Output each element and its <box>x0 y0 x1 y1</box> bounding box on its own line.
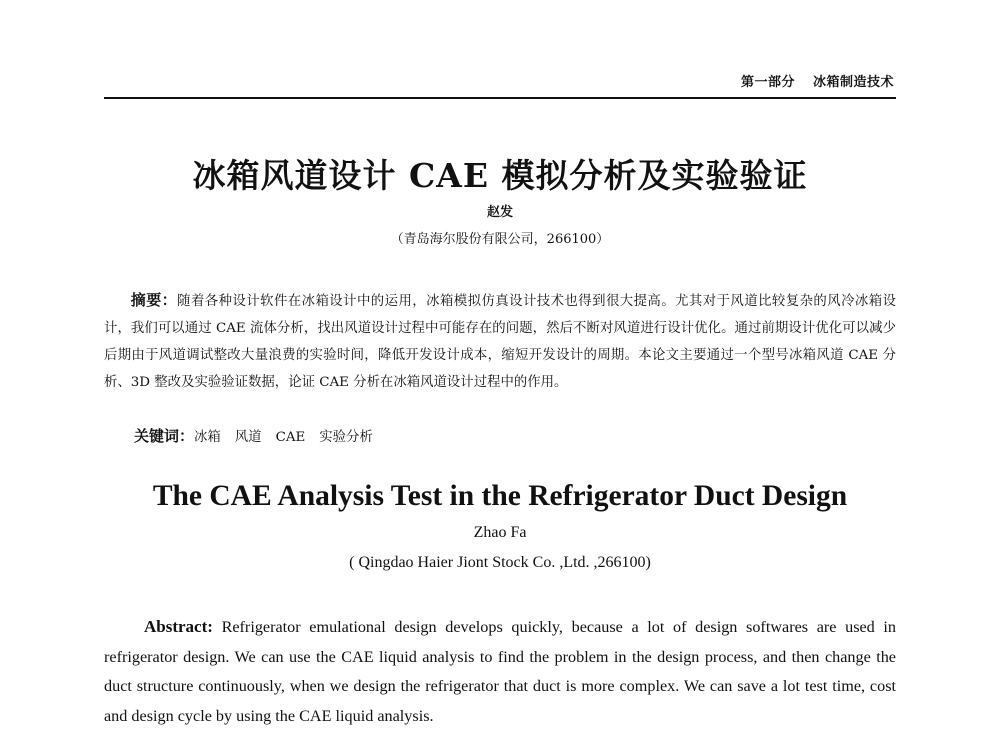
chinese-keywords-label: 关键词： <box>134 427 195 445</box>
keyword: 冰箱 <box>194 430 221 445</box>
keyword: CAE <box>275 430 306 445</box>
english-affiliation: ( Qingdao Haier Jiont Stock Co. ,Ltd. ,266100) <box>349 554 651 571</box>
english-title: The CAE Analysis Test in the Refrigerator Duct Design <box>152 480 848 512</box>
chinese-title: 冰箱风道设计 CAE 模拟分析及实验验证 <box>192 156 808 195</box>
chinese-abstract-label: 摘要： <box>130 291 178 309</box>
running-head-section: 冰箱制造技术 <box>812 75 894 90</box>
chinese-abstract-text: 随着各种设计软件在冰箱设计中的运用，冰箱模拟仿真设计技术也得到很大提高。尤其对于风道比较复杂的风冷冰箱设计，我们可以通过 CAE 流体分析，找出风道设计过程中可能存在的问题，然后不断对风道进行设计优化。通过前期设计优化可以减少后期由于风道调试整改大量浪费的实验时间，降低开发设计成本，缩短开发设计的周期。本论文主要通过一个型号冰箱风道 CAE 分析、3D 整改及实验验证数据，论证 CAE 分析在冰箱风道设计过程中的作用。 <box>104 294 896 390</box>
chinese-abstract <box>104 287 896 396</box>
header-rule <box>104 97 896 99</box>
keyword: 风道 <box>234 430 262 445</box>
running-head-part: 第一部分 <box>740 75 795 90</box>
running-head <box>104 71 894 90</box>
english-author: Zhao Fa <box>473 524 527 541</box>
chinese-affiliation: （青岛海尔股份有限公司，266100） <box>390 232 610 247</box>
english-abstract <box>104 612 896 731</box>
english-abstract-text: Refrigerator emulational design develops quickly, because a lot of design softwares are used in refrigerator design. We can use the CAE liquid analysis to find the problem in the design process, and then change the duct structure continuously, when we design the refrigerator that duct is more complex. We can save a lot test time, cost and design cycle by using the CAE liquid analysis. <box>104 618 896 725</box>
keyword: 实验分析 <box>319 430 373 445</box>
chinese-author: 赵发 <box>486 205 513 220</box>
english-abstract-label: Abstract: <box>144 617 213 636</box>
chinese-keywords <box>134 425 894 446</box>
